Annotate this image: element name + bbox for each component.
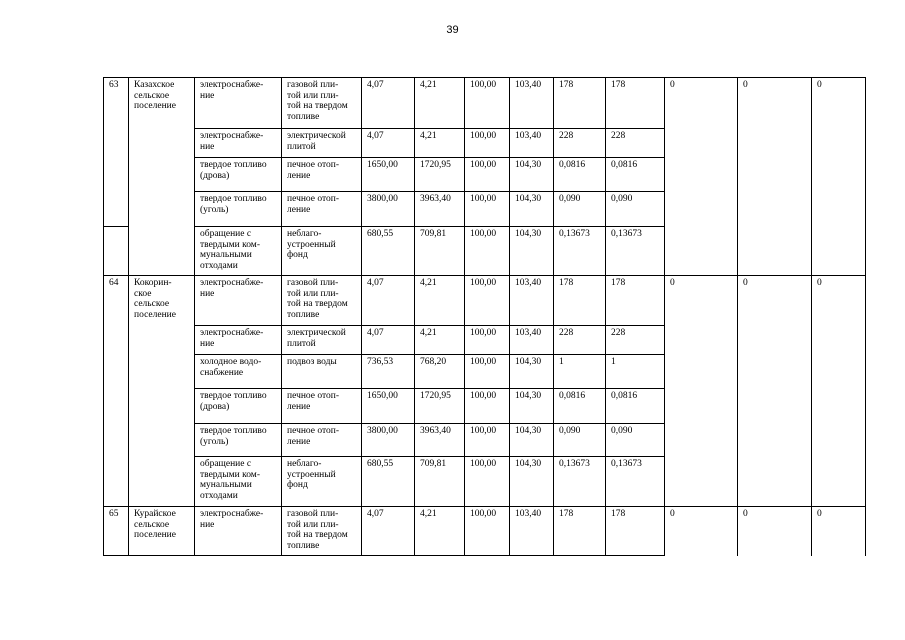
value-cell: 100,00	[465, 129, 510, 158]
value-cell: 100,00	[465, 158, 510, 192]
value-cell: 3800,00	[362, 424, 415, 457]
type-cell: газовой пли- той или пли- той на твердом топливе	[282, 78, 362, 129]
value-cell: 100,00	[465, 276, 510, 326]
zero-cell: 0	[665, 78, 738, 276]
value-cell: 104,30	[510, 192, 554, 227]
zero-cell: 0	[812, 507, 866, 556]
value-cell: 709,81	[415, 457, 465, 507]
type-cell: газовой пли- той или пли- той на твердом топливе	[282, 507, 362, 556]
table-row	[104, 507, 866, 556]
service-cell: электроснабже- ние	[195, 276, 282, 326]
type-cell: печное отоп- ление	[282, 192, 362, 227]
service-cell: твердое топливо (уголь)	[195, 424, 282, 457]
settlement-name: Кокорин- ское сельское поселение	[129, 276, 195, 507]
value-cell: 104,30	[510, 158, 554, 192]
value-cell: 100,00	[465, 326, 510, 355]
settlement-empty	[129, 227, 195, 276]
value-cell: 100,00	[465, 507, 510, 556]
value-cell: 0,090	[606, 192, 665, 227]
value-cell: 1720,95	[415, 158, 465, 192]
value-cell: 0,090	[554, 192, 606, 227]
value-cell: 178	[606, 507, 665, 556]
value-cell: 4,07	[362, 276, 415, 326]
value-cell: 0,090	[554, 424, 606, 457]
type-cell: печное отоп- ление	[282, 424, 362, 457]
value-cell: 0,0816	[554, 158, 606, 192]
value-cell: 104,30	[510, 227, 554, 276]
value-cell: 680,55	[362, 457, 415, 507]
service-cell: электроснабже- ние	[195, 507, 282, 556]
value-cell: 100,00	[465, 355, 510, 389]
value-cell: 680,55	[362, 227, 415, 276]
type-cell: электрической плитой	[282, 129, 362, 158]
value-cell: 768,20	[415, 355, 465, 389]
value-cell: 1	[554, 355, 606, 389]
value-cell: 228	[606, 326, 665, 355]
value-cell: 4,21	[415, 507, 465, 556]
value-cell: 103,40	[510, 507, 554, 556]
row-number: 64	[104, 276, 129, 507]
page-number: 39	[446, 24, 459, 36]
row-number-empty	[104, 227, 129, 276]
type-cell: газовой пли- той или пли- той на твердом топливе	[282, 276, 362, 326]
value-cell: 3963,40	[415, 424, 465, 457]
value-cell: 0,13673	[606, 227, 665, 276]
table-row	[104, 276, 866, 326]
value-cell: 1720,95	[415, 389, 465, 424]
value-cell: 0,13673	[606, 457, 665, 507]
value-cell: 0,13673	[554, 457, 606, 507]
value-cell: 0,0816	[606, 389, 665, 424]
value-cell: 178	[554, 276, 606, 326]
value-cell: 104,30	[510, 424, 554, 457]
service-cell: электроснабже- ние	[195, 326, 282, 355]
value-cell: 100,00	[465, 192, 510, 227]
zero-cell: 0	[665, 507, 738, 556]
value-cell: 103,40	[510, 326, 554, 355]
value-cell: 1650,00	[362, 389, 415, 424]
value-cell: 0,13673	[554, 227, 606, 276]
type-cell: неблаго- устроенный фонд	[282, 227, 362, 276]
service-cell: твердое топливо (дрова)	[195, 158, 282, 192]
value-cell: 100,00	[465, 424, 510, 457]
value-cell: 0,0816	[606, 158, 665, 192]
settlement-name: Казахское сельское поселение	[129, 78, 195, 227]
row-number: 65	[104, 507, 129, 556]
type-cell: электрической плитой	[282, 326, 362, 355]
zero-cell: 0	[812, 276, 866, 507]
service-cell: электроснабже- ние	[195, 129, 282, 158]
value-cell: 100,00	[465, 227, 510, 276]
service-cell: обращение с твердыми ком- мунальными отходами	[195, 227, 282, 276]
value-cell: 4,07	[362, 326, 415, 355]
value-cell: 4,21	[415, 78, 465, 129]
value-cell: 228	[554, 129, 606, 158]
value-cell: 4,21	[415, 129, 465, 158]
type-cell: печное отоп- ление	[282, 389, 362, 424]
value-cell: 178	[554, 78, 606, 129]
settlement-name: Курайское сельское поселение	[129, 507, 195, 556]
zero-cell: 0	[738, 276, 812, 507]
table-row	[104, 78, 866, 129]
value-cell: 1	[606, 355, 665, 389]
value-cell: 103,40	[510, 129, 554, 158]
value-cell: 178	[554, 507, 606, 556]
value-cell: 4,07	[362, 507, 415, 556]
value-cell: 100,00	[465, 457, 510, 507]
row-number: 63	[104, 78, 129, 227]
value-cell: 104,30	[510, 389, 554, 424]
value-cell: 4,21	[415, 276, 465, 326]
service-cell: электроснабже- ние	[195, 78, 282, 129]
zero-cell: 0	[738, 78, 812, 276]
value-cell: 103,40	[510, 276, 554, 326]
zero-cell: 0	[812, 78, 866, 276]
value-cell: 4,07	[362, 78, 415, 129]
type-cell: неблаго- устроенный фонд	[282, 457, 362, 507]
value-cell: 0,090	[606, 424, 665, 457]
value-cell: 228	[606, 129, 665, 158]
value-cell: 103,40	[510, 78, 554, 129]
value-cell: 100,00	[465, 78, 510, 129]
service-cell: твердое топливо (дрова)	[195, 389, 282, 424]
value-cell: 736,53	[362, 355, 415, 389]
value-cell: 709,81	[415, 227, 465, 276]
service-cell: холодное водо- снабжение	[195, 355, 282, 389]
value-cell: 100,00	[465, 389, 510, 424]
value-cell: 0,0816	[554, 389, 606, 424]
value-cell: 3800,00	[362, 192, 415, 227]
zero-cell: 0	[665, 276, 738, 507]
tariff-table	[103, 77, 866, 556]
value-cell: 104,30	[510, 457, 554, 507]
value-cell: 178	[606, 78, 665, 129]
value-cell: 3963,40	[415, 192, 465, 227]
service-cell: твердое топливо (уголь)	[195, 192, 282, 227]
type-cell: печное отоп- ление	[282, 158, 362, 192]
value-cell: 4,21	[415, 326, 465, 355]
value-cell: 228	[554, 326, 606, 355]
service-cell: обращение с твердыми ком- мунальными отходами	[195, 457, 282, 507]
value-cell: 1650,00	[362, 158, 415, 192]
zero-cell: 0	[738, 507, 812, 556]
value-cell: 4,07	[362, 129, 415, 158]
type-cell: подвоз воды	[282, 355, 362, 389]
value-cell: 104,30	[510, 355, 554, 389]
value-cell: 178	[606, 276, 665, 326]
